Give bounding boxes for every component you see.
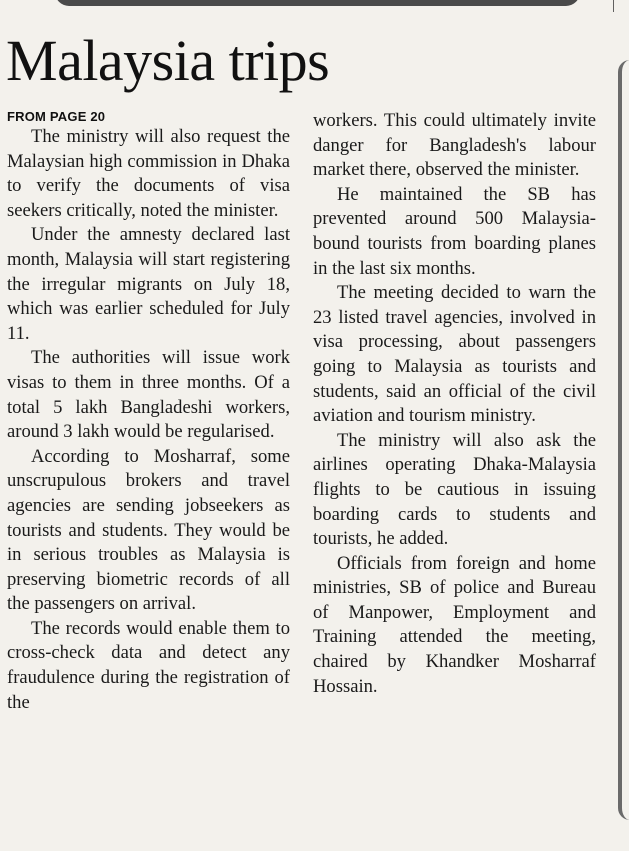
article-paragraph: He maintained the SB has prevented around 500 Malaysia-bound tourists from boarding planes in the last six months. bbox=[313, 183, 596, 279]
article-paragraph: The ministry will also ask the airlines operating Dhaka-Malaysia flights to be cautious in issuing boarding cards to students and tourists, he added. bbox=[313, 429, 596, 550]
article-headline: Malaysia trips bbox=[6, 28, 330, 93]
article-paragraph: The records would enable them to cross-check data and detect any fraudulence during the registration of the bbox=[7, 617, 290, 713]
article-column-right bbox=[313, 109, 596, 699]
page-corner-mark: | bbox=[612, 0, 615, 13]
adjacent-column-border bbox=[618, 60, 629, 820]
article-paragraph: Under the amnesty declared last month, Malaysia will start registering the irregular migrants on July 18, which was earlier scheduled for July 11. bbox=[7, 224, 290, 344]
article-paragraph: The ministry will also request the Malaysian high commission in Dhaka to verify the documents of visa seekers critically, noted the minister. bbox=[7, 126, 290, 221]
article-paragraph: According to Mosharraf, some unscrupulous brokers and travel agencies are sending jobseekers as tourists and students. They would be in serious troubles as Malaysia is preserving biometric records of all the passengers on arrival. bbox=[7, 445, 290, 615]
article-paragraph: The authorities will issue work visas to them in three months. Of a total 5 lakh Bangladeshi workers, around 3 lakh would be regularised. bbox=[7, 347, 290, 443]
article-paragraph-continued: workers. This could ultimately invite danger for Bangladesh's labour market there, observed the minister. bbox=[313, 110, 596, 181]
article-paragraph: Officials from foreign and home ministries, SB of police and Bureau of Manpower, Employment and Training attended the meeting, chaired by Khandker Mosharraf Hossain. bbox=[313, 552, 596, 697]
article-kicker: FROM PAGE 20 bbox=[7, 109, 106, 124]
article-column-left bbox=[7, 109, 290, 715]
page-header-bar bbox=[55, 0, 580, 6]
article-paragraph: The meeting decided to warn the 23 listed travel agencies, involved in visa processing, about passengers going to Malaysia as tourists and students, said an official of the civil aviation and tourism ministry. bbox=[313, 282, 596, 427]
